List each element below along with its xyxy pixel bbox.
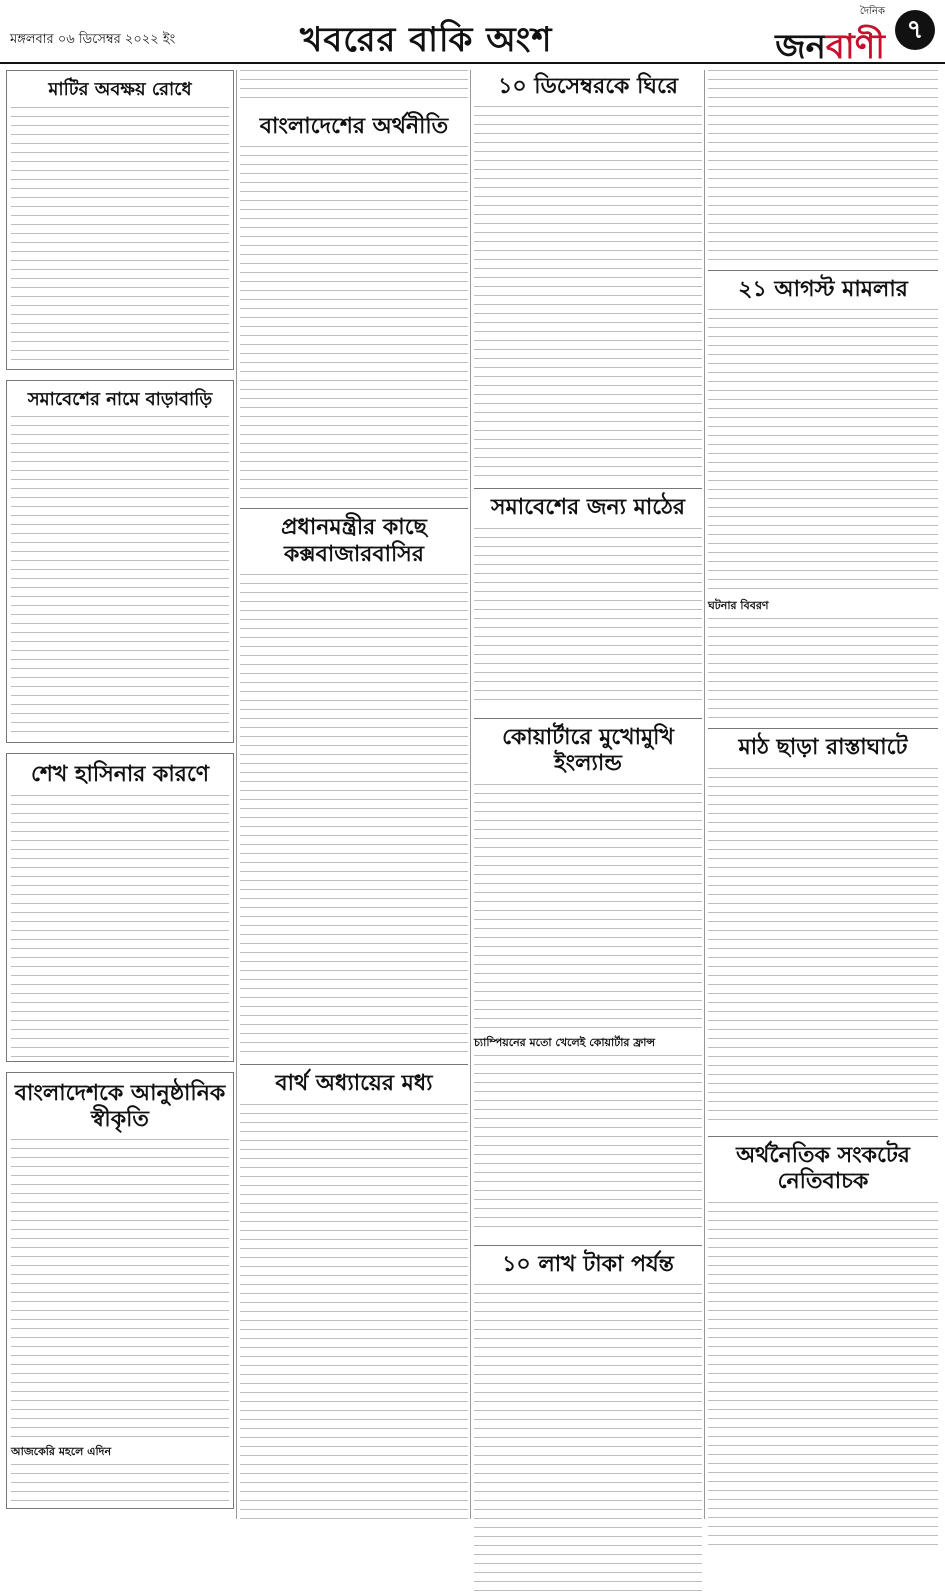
- newspaper-logo: [775, 4, 885, 78]
- section-rule: [240, 508, 468, 509]
- article-headline: সমাবেশের জন্য মাঠের: [491, 495, 685, 521]
- article-body: [708, 70, 938, 260]
- article-headline: ১০ ডিসেম্বরকে ঘিরে: [498, 74, 678, 99]
- article-headline: বাংলাদেশের অর্থনীতি: [259, 114, 449, 139]
- article: [708, 70, 938, 260]
- article-headline: ২১ আগস্ট মামলার: [738, 277, 908, 302]
- article: [240, 114, 468, 498]
- article: [474, 1252, 702, 1596]
- section-rule: [708, 728, 938, 729]
- article: [6, 753, 234, 1061]
- brand-name-part2: বাণী: [825, 27, 885, 67]
- brand-name-part1: জন: [775, 27, 826, 67]
- page-date: মঙ্গলবার ০৬ ডিসেম্বর ২০২২ ইং: [10, 32, 176, 47]
- column-3: [474, 70, 702, 1519]
- column-divider: [704, 70, 705, 1519]
- article-body-continued: [11, 1464, 229, 1504]
- column-divider: [470, 70, 471, 1519]
- section-rule: [474, 488, 702, 489]
- page-number: ৭: [895, 10, 935, 50]
- article-body: [11, 1139, 229, 1439]
- article: [474, 495, 702, 707]
- article-body: [708, 309, 938, 593]
- brand-prefix: দৈনিক: [859, 6, 885, 17]
- article-headline: শেখ হাসিনার কারণে: [30, 762, 210, 788]
- article: [708, 1143, 938, 1548]
- article-body: [474, 1284, 702, 1596]
- article-headline: বাংলাদেশকে আনুষ্ঠানিক স্বীকৃতি: [14, 1080, 226, 1132]
- article-body: [240, 146, 468, 498]
- section-rule: [708, 1136, 938, 1137]
- article-body: [11, 416, 229, 738]
- article-subhead: চ্যাম্পিয়নের মতো খেলেই কোয়ার্টার ফ্রান্স: [474, 1035, 656, 1049]
- article-headline: সমাবেশের নামে বাড়াবাড়ি: [27, 388, 213, 410]
- article-body-continued: [474, 1055, 702, 1235]
- column-1: [6, 70, 234, 1519]
- article-headline: ১০ লাখ টাকা পর্যন্ত: [502, 1251, 674, 1277]
- column-divider: [236, 70, 237, 1519]
- column-4: [708, 70, 938, 1519]
- article: [240, 1071, 468, 1519]
- article-headline: বার্থ অধ্যায়ের মধ্য: [275, 1071, 433, 1097]
- article-headline: অর্থনৈতিক সংকটের নেতিবাচক: [736, 1142, 910, 1195]
- article-body: [474, 784, 702, 1030]
- article-body: [708, 768, 938, 1126]
- article-subhead: আজকেরি মহলে এদিন: [11, 1445, 112, 1459]
- article: [474, 725, 702, 1235]
- article-headline: কোয়ার্টারে মুখোমুখি ইংল্যান্ড: [502, 724, 674, 777]
- column-2: [240, 70, 468, 1519]
- article: [474, 74, 702, 478]
- article-body: [474, 528, 702, 708]
- section-rule: [474, 1245, 702, 1246]
- section-rule: [708, 270, 938, 271]
- article-headline: মাটির অবক্ষয় রোধে: [48, 79, 192, 100]
- article-body: [11, 107, 229, 365]
- article-body-continued: [708, 618, 938, 718]
- article-subhead: ঘটনার বিবরণ: [708, 599, 769, 613]
- page-header: [0, 0, 945, 67]
- article: [240, 515, 468, 1054]
- article-body: [240, 574, 468, 1054]
- article-body: [11, 795, 229, 1057]
- article: [6, 70, 234, 370]
- article-body: [240, 1104, 468, 1520]
- continued-text: [240, 70, 468, 106]
- section-rule: [240, 1064, 468, 1065]
- article-headline: মাঠ ছাড়া রাস্তাঘাটে: [738, 735, 908, 761]
- article: [6, 1072, 234, 1510]
- article: [6, 380, 234, 744]
- section-rule: [474, 718, 702, 719]
- article-headline: প্রধানমন্ত্রীর কাছে কক্সবাজারবাসির: [281, 515, 427, 567]
- article-body: [708, 1202, 938, 1548]
- article: [708, 735, 938, 1125]
- article-body: [474, 106, 702, 478]
- page-heading: খবরের বাকি অংশ: [300, 20, 553, 60]
- article: [708, 277, 938, 718]
